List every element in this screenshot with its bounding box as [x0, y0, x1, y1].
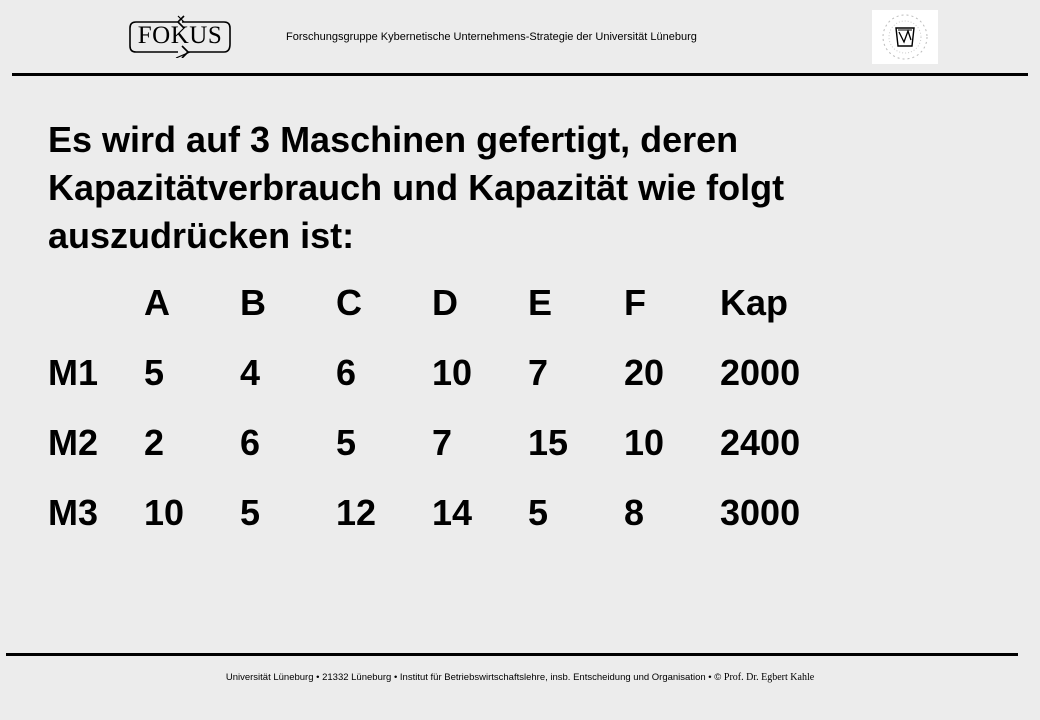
table-cell: 10 [624, 422, 665, 463]
copyright-icon: © [714, 672, 722, 683]
fokus-logo [128, 14, 232, 58]
table-cell: 2000 [720, 352, 801, 393]
table-cell: 2400 [720, 422, 801, 463]
column-header: E [528, 282, 553, 323]
column-header: D [432, 282, 458, 323]
header-title: Forschungsgruppe Kybernetische Unternehmens-Strategie der Universität Lüneburg [286, 31, 697, 43]
heading-line-2: Kapazitätverbrauch und Kapazität wie folgt [48, 167, 785, 208]
table-cell: 5 [336, 422, 357, 463]
table-cell: 20 [624, 352, 665, 393]
row-label: M1 [48, 352, 99, 393]
column-header: A [144, 282, 170, 323]
table-cell: 7 [528, 352, 549, 393]
table-row [48, 478, 830, 548]
table-cell: 5 [528, 492, 549, 533]
table-cell: 14 [432, 492, 473, 533]
table-cell: 6 [336, 352, 357, 393]
row-label: M3 [48, 492, 99, 533]
table-cell: 5 [144, 352, 165, 393]
table-cell: 3000 [720, 492, 801, 533]
table-cell: 6 [240, 422, 261, 463]
column-header: B [240, 282, 266, 323]
table-cell: 2 [144, 422, 165, 463]
table-cell: 7 [432, 422, 453, 463]
heading-line-3: auszudrücken ist: [48, 215, 355, 256]
heading-line-1: Es wird auf 3 Maschinen gefertigt, deren [48, 119, 739, 160]
table-cell: 5 [240, 492, 261, 533]
footer-divider [6, 653, 1018, 656]
table-header-row [48, 268, 830, 338]
university-seal-icon [872, 10, 938, 64]
table-row [48, 408, 830, 478]
column-header: F [624, 282, 646, 323]
table-cell: 10 [144, 492, 185, 533]
column-header [48, 268, 144, 338]
footer-author: Prof. Dr. Egbert Kahle [723, 672, 815, 683]
footer [0, 672, 1040, 683]
header-divider [12, 73, 1028, 76]
table-cell: 12 [336, 492, 377, 533]
university-seal-logo [872, 10, 938, 64]
table-row [48, 338, 830, 408]
page-heading [48, 116, 1008, 260]
table-cell: 4 [240, 352, 261, 393]
fokus-logo-text: FOKUS [137, 22, 223, 49]
column-header: Kap [720, 282, 789, 323]
capacity-table [48, 268, 830, 548]
table-cell: 10 [432, 352, 473, 393]
table-cell: 8 [624, 492, 645, 533]
footer-text: Universität Lüneburg • 21332 Lüneburg • Institut für Betriebswirtschaftslehre, insb. Entscheidung und Organisation • [225, 672, 712, 683]
row-label: M2 [48, 422, 99, 463]
table-cell: 15 [528, 422, 569, 463]
column-header: C [336, 282, 362, 323]
